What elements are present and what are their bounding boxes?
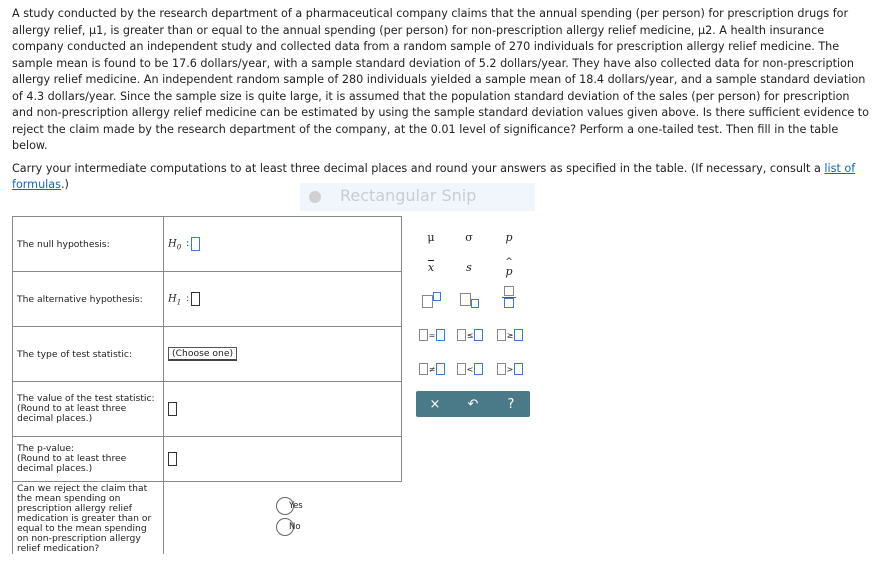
null-hypothesis-row bbox=[13, 217, 402, 272]
null-hypothesis-cell: $H_0$ : bbox=[164, 217, 402, 272]
not-equal-button[interactable] bbox=[414, 358, 450, 380]
hat-icon: ^ bbox=[505, 257, 513, 267]
subscript-button[interactable] bbox=[456, 288, 482, 310]
left-box-icon bbox=[419, 329, 428, 341]
right-box-icon bbox=[474, 329, 483, 341]
greater-than-symbol: > bbox=[506, 364, 514, 374]
less-equal-symbol: ≤ bbox=[466, 330, 474, 340]
less-than-symbol: < bbox=[466, 364, 474, 374]
test-type-row bbox=[13, 327, 402, 382]
alt-h-symbol: H bbox=[168, 293, 177, 305]
right-box-icon bbox=[436, 329, 445, 341]
s-button[interactable]: s bbox=[466, 260, 472, 274]
yes-option[interactable] bbox=[276, 497, 303, 515]
alt-h-sub: 1 bbox=[176, 298, 182, 307]
right-box-icon bbox=[436, 363, 445, 375]
test-value-cell bbox=[164, 382, 402, 437]
test-value-input[interactable] bbox=[168, 402, 177, 416]
left-box-icon bbox=[497, 329, 506, 341]
pvalue-row bbox=[13, 437, 402, 482]
problem-text bbox=[12, 6, 872, 194]
null-h-sub: 0 bbox=[176, 243, 182, 252]
pvalue-label: The p-value: bbox=[17, 443, 75, 454]
phat-button[interactable] bbox=[496, 256, 522, 278]
snip-overlay-label: Rectangular Snip bbox=[340, 186, 477, 205]
greater-equal-button[interactable] bbox=[492, 324, 528, 346]
superscript-button[interactable] bbox=[418, 288, 444, 310]
right-box-icon bbox=[474, 363, 483, 375]
right-box-icon bbox=[514, 363, 523, 375]
test-value-row bbox=[13, 382, 402, 437]
null-h-symbol: H bbox=[168, 238, 177, 250]
answer-table bbox=[12, 216, 402, 554]
null-hypothesis-input[interactable] bbox=[191, 237, 200, 251]
yes-label: Yes bbox=[289, 501, 303, 511]
formulas-link[interactable]: list of formulas bbox=[12, 161, 856, 191]
pvalue-label-cell bbox=[13, 437, 164, 482]
p-button[interactable]: p bbox=[505, 230, 513, 244]
clear-button[interactable]: × bbox=[429, 396, 441, 412]
alt-hypothesis-row bbox=[13, 272, 402, 327]
base-box-icon bbox=[422, 295, 433, 308]
instructions-text: Carry your intermediate computations to at least three decimal places and round your answers as specified in the table. (If necessary, consult a bbox=[12, 161, 821, 175]
numerator-box-icon bbox=[504, 286, 514, 296]
pvalue-hint: (Round to at least three decimal places.) bbox=[17, 453, 127, 474]
problem-paragraph: A study conducted by the research department of a pharmaceutical company claims that the annual spending (per person) for prescription drugs for allergy relief, μ1, is greater than or equal to the annual spending (per person) for non-prescription allergy relief medicine, μ2. A health insurance company conducted an independent study and collected data from a random sample of 270 individuals for prescription allergy relief medicine. The sample mean is found to be 17.6 dollars/year, with a sample standard deviation of 5.2 dollars/year. They have also collected data for non-prescription allergy relief medicine. An independent random sample of 280 individuals yielded a sample mean of 18.4 dollars/year, and a sample standard deviation of 4.3 dollars/year. Since the sample size is quite large, it is assumed that the population standard deviation of the sales (per person) for prescription and non-prescription allergy relief medicine can be estimated by using the sample standard deviation values given above. Is there sufficient evidence to reject the claim made by the research department of the company, at the 0.01 level of significance? Perform a one-tailed test. Then fill in the table below. bbox=[12, 7, 870, 152]
no-option[interactable] bbox=[276, 518, 301, 536]
fraction-bar-icon bbox=[502, 297, 516, 298]
phat-label: p bbox=[505, 265, 513, 278]
greater-equal-symbol: ≥ bbox=[506, 330, 514, 340]
null-hypothesis-label: The null hypothesis: bbox=[13, 217, 164, 272]
subscript-box-icon bbox=[471, 299, 479, 308]
left-box-icon bbox=[497, 363, 506, 375]
superscript-box-icon bbox=[433, 292, 441, 301]
right-box-icon bbox=[514, 329, 523, 341]
denominator-box-icon bbox=[504, 298, 514, 308]
test-type-label: The type of test statistic: bbox=[13, 327, 164, 382]
snip-dot-icon bbox=[309, 191, 321, 203]
conclusion-label: Can we reject the claim that the mean spending on prescription allergy relief medication is greater than or equal to the mean spending on non-prescription allergy relief medication? bbox=[13, 482, 164, 555]
sigma-button[interactable]: σ bbox=[465, 230, 473, 244]
conclusion-cell bbox=[164, 482, 402, 555]
test-type-select[interactable]: (Choose one) bbox=[168, 347, 237, 361]
alt-hypothesis-cell: $H_1$ : bbox=[164, 272, 402, 327]
equals-button[interactable] bbox=[414, 324, 450, 346]
instructions-end: .) bbox=[60, 178, 69, 191]
pvalue-input[interactable] bbox=[168, 452, 177, 466]
test-value-label-cell bbox=[13, 382, 164, 437]
left-box-icon bbox=[457, 363, 466, 375]
action-bar bbox=[416, 391, 530, 417]
greater-than-button[interactable] bbox=[492, 358, 528, 380]
fraction-button[interactable] bbox=[496, 286, 522, 308]
alt-hypothesis-input[interactable] bbox=[191, 292, 200, 306]
less-than-button[interactable] bbox=[452, 358, 488, 380]
undo-button[interactable]: ↶ bbox=[467, 396, 479, 412]
pvalue-cell bbox=[164, 437, 402, 482]
xbar-button[interactable]: $\overline{x}$ bbox=[427, 260, 435, 274]
no-label: No bbox=[289, 522, 301, 532]
not-equal-symbol: ≠ bbox=[428, 364, 436, 374]
mu-button[interactable]: μ bbox=[427, 230, 435, 244]
test-value-label: The value of the test statistic: bbox=[17, 393, 155, 404]
left-box-icon bbox=[457, 329, 466, 341]
base-box-icon bbox=[460, 293, 471, 306]
test-value-hint: (Round to at least three decimal places.) bbox=[17, 403, 127, 424]
equals-symbol: = bbox=[428, 330, 436, 340]
less-equal-button[interactable] bbox=[452, 324, 488, 346]
alt-hypothesis-label: The alternative hypothesis: bbox=[13, 272, 164, 327]
conclusion-row bbox=[13, 482, 402, 555]
left-box-icon bbox=[419, 363, 428, 375]
help-button[interactable]: ? bbox=[507, 396, 515, 412]
test-type-cell bbox=[164, 327, 402, 382]
